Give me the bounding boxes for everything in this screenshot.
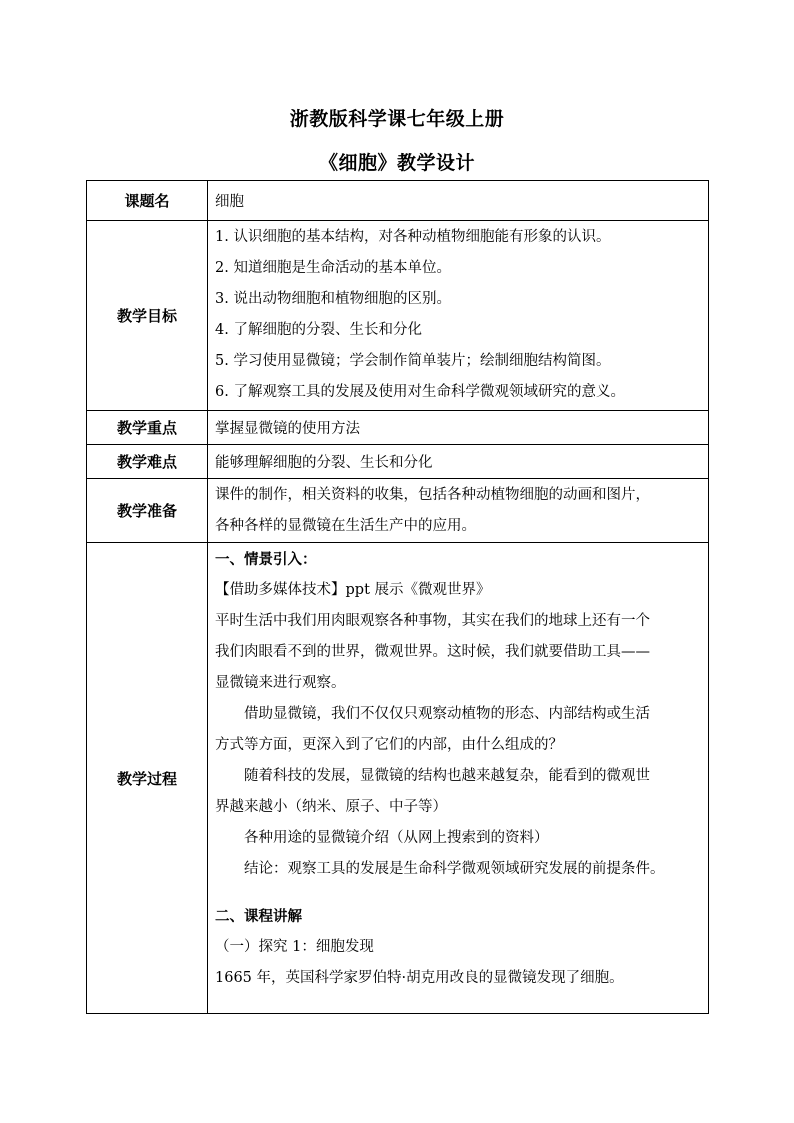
process-line: 随着科技的发展，显微镜的结构也越来越复杂，能看到的微观世 [244,768,650,784]
label-difficulty: 教学难点 [87,445,208,479]
label-key-point: 教学重点 [87,411,208,445]
process-line: 1665 年，英国科学家罗伯特·胡克用改良的显微镜发现了细胞。 [215,970,624,986]
section-heading: 二、课程讲解 [215,908,302,925]
value-topic: 细胞 [208,181,709,221]
row-process [87,543,709,1014]
document-subtitle: 《细胞》教学设计 [318,152,475,174]
objective-item: 4. 了解细胞的分裂、生长和分化 [215,322,422,338]
row-objectives [87,221,709,411]
label-topic: 课题名 [87,181,208,221]
process-line: 我们肉眼看不到的世界，微观世界。这时候，我们就要借助工具—— [215,644,650,660]
process-line: 界越来越小（纳米、原子、中子等） [215,799,447,815]
objective-item: 3. 说出动物细胞和植物细胞的区别。 [215,291,451,307]
row-key-point [87,411,709,445]
label-preparation: 教学准备 [87,479,208,543]
process-line: 平时生活中我们用肉眼观察各种事物，其实在我们的地球上还有一个 [215,613,650,629]
objectives-list [208,221,709,411]
label-process: 教学过程 [87,543,208,1014]
value-key-point: 掌握显微镜的使用方法 [208,411,709,445]
objective-item: 2. 知道细胞是生命活动的基本单位。 [215,260,451,276]
process-line: 各种用途的显微镜介绍（从网上搜索到的资料） [244,830,549,846]
process-line: 显微镜来进行观察。 [215,675,346,691]
value-difficulty: 能够理解细胞的分裂、生长和分化 [208,445,709,479]
row-topic [87,181,709,221]
objective-item: 6. 了解观察工具的发展及使用对生命科学微观领域研究的意义。 [215,384,625,400]
subsection-heading: （一）探究 1：细胞发现 [215,939,374,955]
row-preparation [87,479,709,543]
lesson-plan-table [86,180,709,1014]
spacer [215,885,702,901]
preparation-line: 课件的制作，相关资料的收集，包括各种动植物细胞的动画和图片， [215,486,650,503]
preparation-line: 各种各样的显微镜在生活生产中的应用。 [215,517,476,534]
objective-item: 1. 认识细胞的基本结构，对各种动植物细胞能有形象的认识。 [215,229,611,245]
process-content [208,543,709,1014]
objective-item: 5. 学习使用显微镜；学会制作简单装片；绘制细胞结构简图。 [215,353,611,369]
process-line: 【借助多媒体技术】ppt 展示《微观世界》 [215,582,491,598]
row-difficulty [87,445,709,479]
value-preparation [208,479,709,543]
process-line: 结论：观察工具的发展是生命科学微观领域研究发展的前提条件。 [244,861,665,877]
section-heading: 一、情景引入： [215,551,317,568]
label-objectives: 教学目标 [87,221,208,411]
document-title: 浙教版科学课七年级上册 [289,108,505,130]
process-line: 借助显微镜，我们不仅仅只观察动植物的形态、内部结构或生活 [244,706,650,722]
process-line: 方式等方面，更深入到了它们的内部，由什么组成的？ [215,737,563,753]
